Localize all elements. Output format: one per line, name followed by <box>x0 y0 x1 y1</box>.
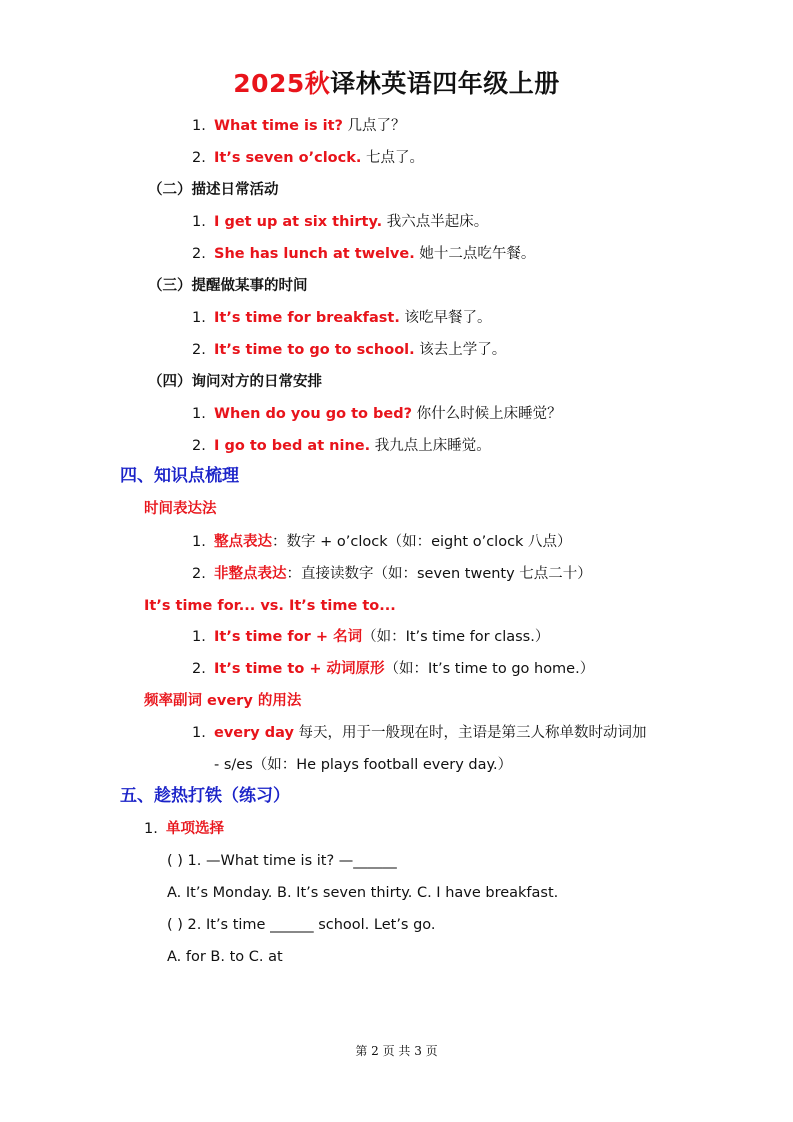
page-title <box>0 64 793 100</box>
list-item: 1. I get up at six thirty. 我六点半起床。 <box>192 214 489 230</box>
chinese-translation: 该去上学了。 <box>414 342 507 358</box>
english-sentence: What time is it? <box>214 118 343 134</box>
english-sentence: I get up at six thirty. <box>214 214 383 230</box>
chinese-translation: 该吃早餐了。 <box>399 310 492 326</box>
question-1-options: A. It’s Monday. B. It’s seven thirty. C. I have breakfast. <box>167 885 559 901</box>
english-sentence: It’s time to go to school. <box>214 342 415 358</box>
term-explanation: （如：It’s time for class.） <box>362 629 550 645</box>
subsection-heading: （三）提醒做某事的时间 <box>148 278 308 294</box>
term-label: 整点表达 <box>214 534 272 550</box>
term-explanation: ：数字 + o’clock（如：eight o’clock 八点） <box>272 534 572 550</box>
title-season: 秋 <box>304 69 331 98</box>
subsection-heading: （二）描述日常活动 <box>148 182 279 198</box>
list-item: 2. She has lunch at twelve. 她十二点吃午餐。 <box>192 246 536 262</box>
topic-heading-time: 时间表达法 <box>144 501 217 517</box>
english-sentence: It’s time for breakfast. <box>214 310 400 326</box>
question-2-options: A. for B. to C. at <box>167 949 283 965</box>
term-explanation: （如：It’s time to go home.） <box>384 661 595 677</box>
title-rest: 译林英语四年级上册 <box>330 69 560 98</box>
section-heading-practice: 五、趁热打铁（练习） <box>120 786 290 806</box>
list-item: 1. When do you go to bed? 你什么时候上床睡觉？ <box>192 406 562 422</box>
term-label: 非整点表达 <box>214 566 287 582</box>
term-explanation-continued: - s/es（如：He plays football every day.） <box>214 757 513 773</box>
topic-heading-time-for: It’s time for... vs. It’s time to... <box>144 598 396 614</box>
chinese-translation: 几点了？ <box>342 118 406 134</box>
list-item: 2. It’s time to + 动词原形（如：It’s time to go home.） <box>192 661 595 677</box>
list-item: 1. It’s time for + 名词（如：It’s time for class.） <box>192 629 550 645</box>
list-item: 1. every day 每天，用于一般现在时，主语是第三人称单数时动词加 <box>192 725 647 741</box>
list-item: 2. 非整点表达：直接读数字（如：seven twenty 七点二十） <box>192 566 592 582</box>
chinese-translation: 七点了。 <box>361 150 424 166</box>
chinese-translation: 我六点半起床。 <box>382 214 489 230</box>
english-sentence: It’s seven o’clock. <box>214 150 362 166</box>
english-sentence: She has lunch at twelve. <box>214 246 415 262</box>
list-item: 2. It’s time to go to school. 该去上学了。 <box>192 342 507 358</box>
term-label: It’s time to + 动词原形 <box>214 661 385 677</box>
term-label: It’s time for + 名词 <box>214 629 363 645</box>
practice-part-heading: 1. 单项选择 <box>144 821 224 837</box>
list-item: 1. 整点表达：数字 + o’clock（如：eight o’clock 八点） <box>192 534 572 550</box>
english-sentence: When do you go to bed? <box>214 406 413 422</box>
list-item: 2. I go to bed at nine. 我九点上床睡觉。 <box>192 438 491 454</box>
title-year: 2025 <box>233 69 305 98</box>
english-sentence: I go to bed at nine. <box>214 438 371 454</box>
term-explanation: ：直接读数字（如：seven twenty 七点二十） <box>286 566 592 582</box>
list-item: 1. What time is it? 几点了？ <box>192 118 406 134</box>
chinese-translation: 她十二点吃午餐。 <box>414 246 536 262</box>
question-1: ( ) 1. —What time is it? —______ <box>167 853 397 869</box>
page-footer: 第 2 页 共 3 页 <box>355 1044 438 1058</box>
term-label: every day <box>214 725 294 741</box>
term-explanation: 每天，用于一般现在时，主语是第三人称单数时动词加 <box>293 725 647 741</box>
topic-heading-every: 频率副词 every 的用法 <box>144 693 302 709</box>
chinese-translation: 你什么时候上床睡觉？ <box>412 406 562 422</box>
question-2: ( ) 2. It’s time ______ school. Let’s go. <box>167 917 436 933</box>
section-heading-knowledge: 四、知识点梳理 <box>120 466 239 486</box>
chinese-translation: 我九点上床睡觉。 <box>370 438 491 454</box>
subsection-heading: （四）询问对方的日常安排 <box>148 374 322 390</box>
list-item: 2. It’s seven o’clock. 七点了。 <box>192 150 424 166</box>
list-item: 1. It’s time for breakfast. 该吃早餐了。 <box>192 310 492 326</box>
